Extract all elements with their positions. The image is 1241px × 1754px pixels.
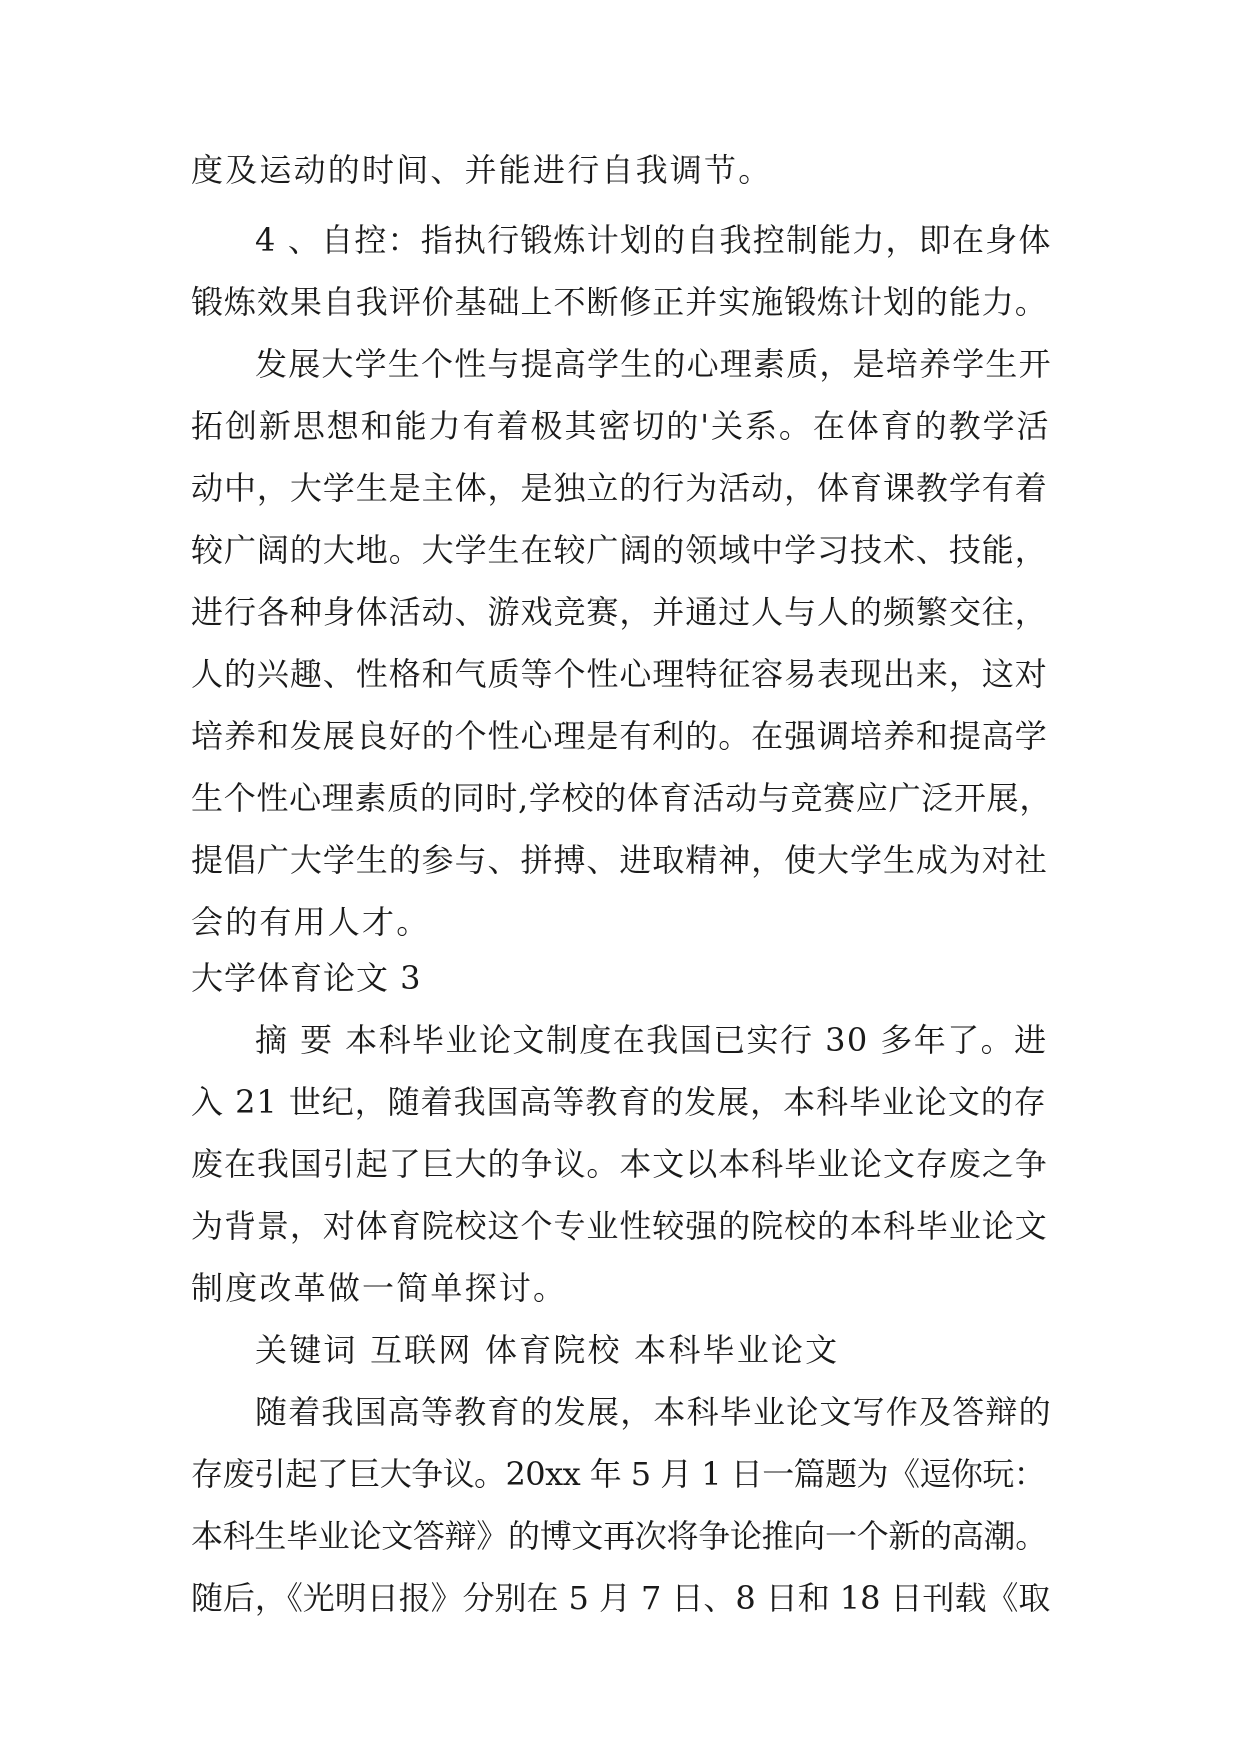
text-line: 发展大学生个性与提高学生的心理素质，是培养学生开 <box>255 345 1052 383</box>
text-line: 废在我国引起了巨大的争议。本文以本科毕业论文存废之争 <box>191 1145 1048 1183</box>
text-line: 较广阔的大地。大学生在较广阔的领域中学习技术、技能， <box>191 531 1048 569</box>
text-line: 4 、自控：指执行锻炼计划的自我控制能力，即在身体 <box>255 221 1052 259</box>
text-line: 动中，大学生是主体，是独立的行为活动，体育课教学有着 <box>191 469 1048 507</box>
text-line: 度及运动的时间、并能进行自我调节。 <box>191 151 773 189</box>
keywords-line: 关键词 互联网 体育院校 本科毕业论文 <box>255 1331 840 1369</box>
text-line: 入 21 世纪，随着我国高等教育的发展，本科毕业论文的存 <box>191 1083 1047 1121</box>
text-line: 随后，《光明日报》分别在 5 月 7 日、8 日和 18 日刊载《取 <box>191 1579 1051 1617</box>
text-line: 存废引起了巨大争议。20xx 年 5 月 1 日一篇题为《逗你玩： <box>191 1455 1046 1493</box>
text-line: 为背景，对体育院校这个专业性较强的院校的本科毕业论文 <box>191 1207 1048 1245</box>
text-line: 拓创新思想和能力有着极其密切的'关系。在体育的教学活 <box>191 407 1051 445</box>
section-heading: 大学体育论文 3 <box>191 959 422 997</box>
text-line: 随着我国高等教育的发展，本科毕业论文写作及答辩的 <box>255 1393 1052 1431</box>
text-line: 制度改革做一简单探讨。 <box>191 1269 568 1307</box>
text-line: 摘 要 本科毕业论文制度在我国已实行 30 多年了。进 <box>255 1021 1048 1059</box>
text-line: 会的有用人才。 <box>191 903 431 941</box>
text-line: 生个性心理素质的同时,学校的体育活动与竞赛应广泛开展， <box>191 779 1053 817</box>
text-line: 人的兴趣、性格和气质等个性心理特征容易表现出来，这对 <box>191 655 1048 693</box>
text-line: 锻炼效果自我评价基础上不断修正并实施锻炼计划的能力。 <box>191 283 1048 321</box>
text-line: 提倡广大学生的参与、拼搏、进取精神，使大学生成为对社 <box>191 841 1048 879</box>
text-line: 本科生毕业论文答辩》的博文再次将争论推向一个新的高潮。 <box>191 1517 1047 1555</box>
text-line: 进行各种身体活动、游戏竞赛，并通过人与人的频繁交往， <box>191 593 1048 631</box>
text-line: 培养和发展良好的个性心理是有利的。在强调培养和提高学 <box>191 717 1048 755</box>
